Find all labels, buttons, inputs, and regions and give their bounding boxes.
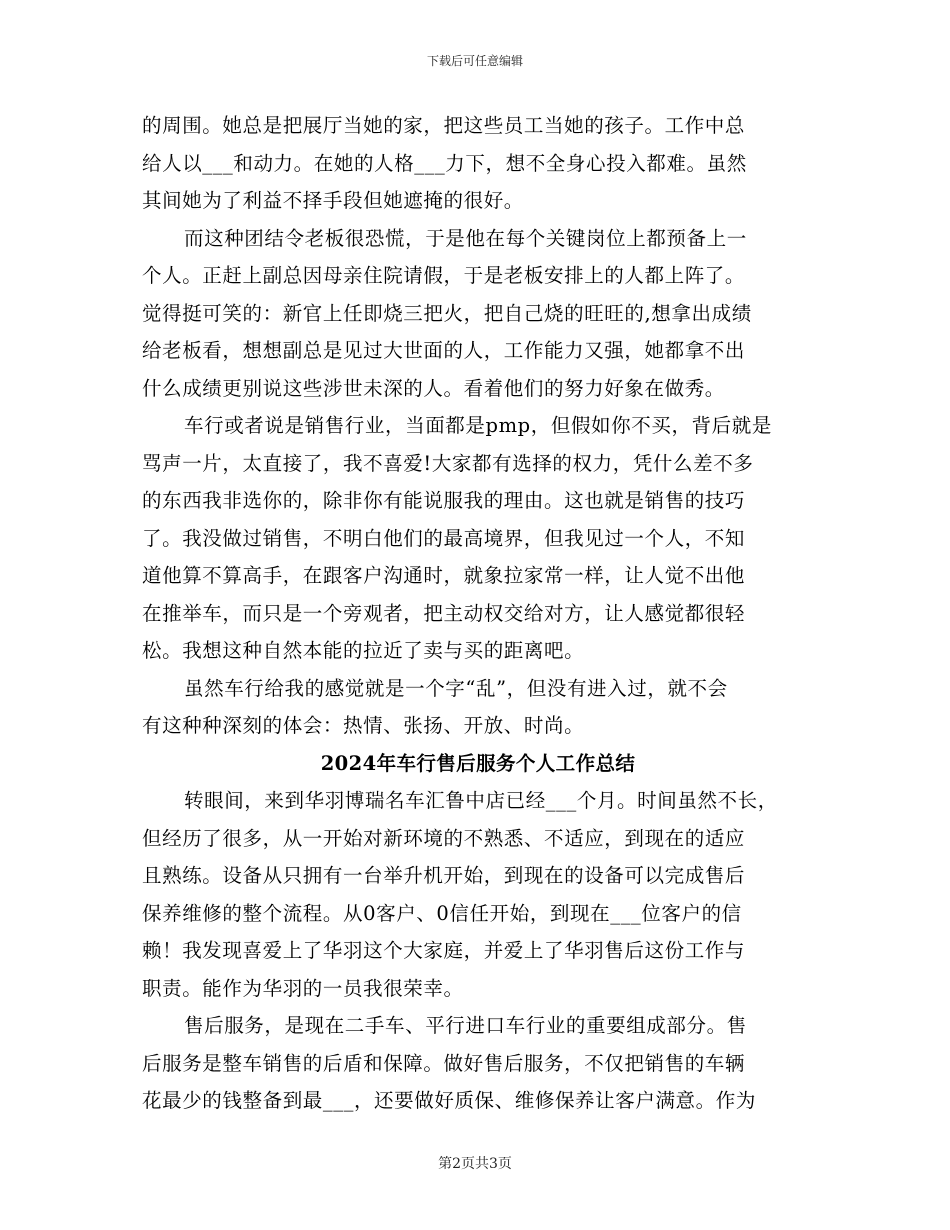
text-line: 的东西我非选你的，除非你有能说服我的理由。这也就是销售的技巧 [142,489,746,512]
text-line: 后服务是整车销售的后盾和保障。做好售后服务，不仅把销售的车辆 [142,1051,746,1075]
text-line: 道他算不算高手，在跟客户沟通时，就象拉家常一样，让人觉不出他 [142,564,746,587]
text-line: 但经历了很多，从一开始对新环境的不熟悉、不适应，到现在的适应 [142,826,746,850]
text-line: 赖！我发现喜爱上了华羽这个大家庭，并爱上了华羽售后这份工作与 [142,939,746,962]
text-line: 而这种团结令老板很恐慌，于是他在每个关键岗位上都预备上一 [184,226,747,250]
text-line: 骂声一片，太直接了，我不喜爱!大家都有选择的权力，凭什么差不多 [142,451,754,475]
text-line: 有这种种深刻的体会：热情、张扬、开放、时尚。 [142,714,585,737]
text-line: 的周围。她总是把展厅当她的家，把这些员工当她的孩子。工作中总 [142,114,746,137]
document-body [142,107,814,1120]
text-line: 觉得挺可笑的：新官上任即烧三把火，把自己烧的旺旺的,想拿出成绩 [142,301,752,325]
text-line: 在推举车，而只是一个旁观者，把主动权交给对方，让人感觉都很轻 [142,601,746,625]
text-line: 且熟练。设备从只拥有一台举升机开始，到现在的设备可以完成售后 [142,864,746,887]
text-line: 给人以___和动力。在她的人格___力下，想不全身心投入都难。虽然 [142,151,747,175]
text-line: 什么成绩更别说这些涉世未深的人。看着他们的努力好象在做秀。 [142,376,725,400]
text-line: 保养维修的整个流程。从0客户、0信任开始，到现在___位客户的信 [142,901,742,925]
page-header: 下载后可任意编辑 [426,54,523,68]
text-line: 给老板看，想想副总是见过大世面的人，工作能力又强，她都拿不出 [142,339,746,362]
text-line: 其间她为了利益不择手段但她遮掩的很好。 [142,189,524,212]
text-line: 职责。能作为华羽的一员我很荣幸。 [142,976,464,1000]
text-line: 松。我想这种自然本能的拉近了卖与买的距离吧。 [142,639,585,662]
text-line: 转眼间，来到华羽博瑞名车汇鲁中店已经___个月。时间虽然不长， [184,789,778,812]
text-line: 虽然车行给我的感觉就是一个字“乱”，但没有进入过，就不会 [184,676,728,700]
text-line: 车行或者说是销售行业，当面都是pmp，但假如你不买，背后就是 [184,414,772,437]
page-footer: 第2页共3页 [438,1156,512,1172]
section-title: 2024年车行售后服务个人工作总结 [320,751,636,775]
text-line: 了。我没做过销售，不明白他们的最高境界，但我见过一个人，不知 [142,526,746,550]
text-line: 花最少的钱整备到最___，还要做好质保、维修保养让客户满意。作为 [142,1089,756,1112]
text-line: 售后服务，是现在二手车、平行进口车行业的重要组成部分。售 [184,1014,747,1037]
text-line: 个人。正赶上副总因母亲住院请假，于是老板安排上的人都上阵了。 [142,264,746,287]
